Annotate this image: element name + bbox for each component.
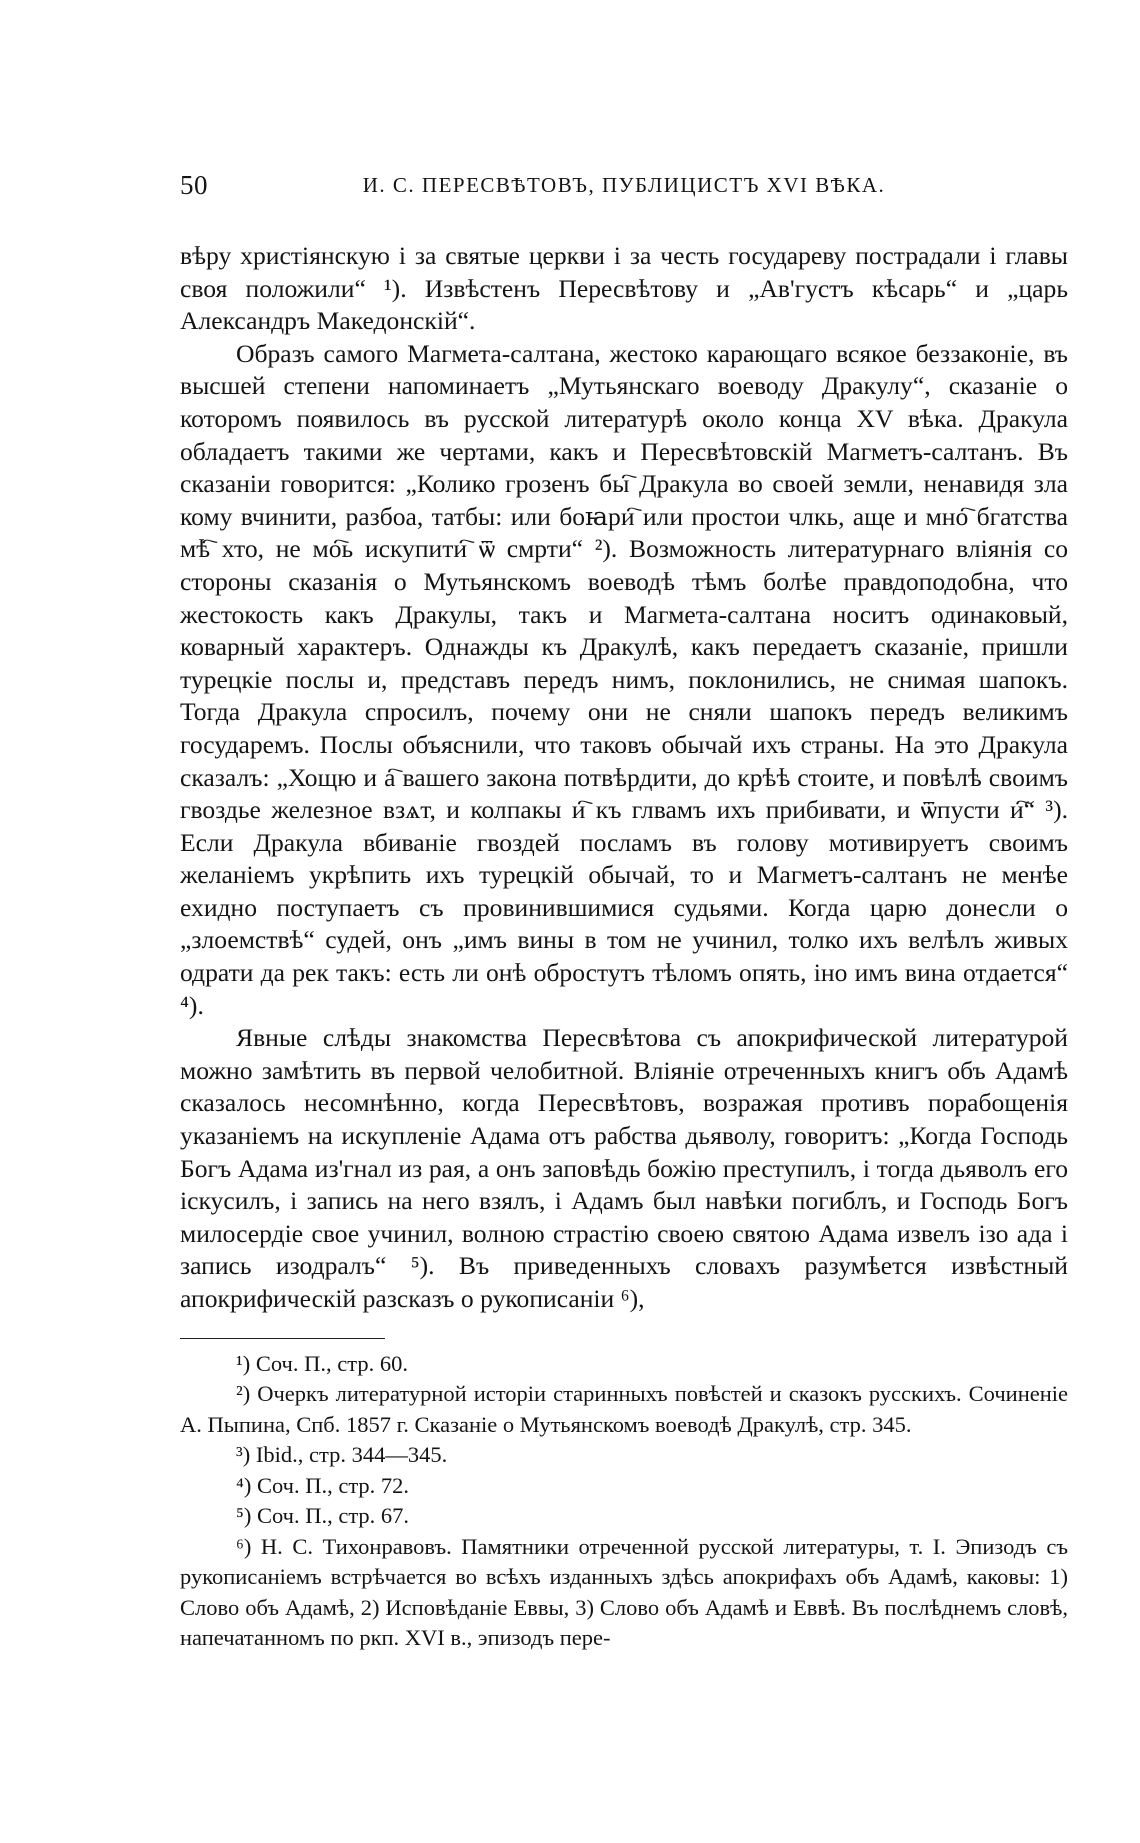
paragraph-apocrypha: Явные слѣды знакомства Пересвѣтова съ апокрифической литературой можно замѣтить въ первой челобитной. Вліяніе отреченныхъ книгъ объ Адамѣ сказалось несомнѣнно, когда Пересвѣтовъ, возражая противъ порабощенія указаніемъ на искупленіе Адама отъ рабства дьяволу, говоритъ: „Когда Господь Богъ Адама из'гнал из рая, а онъ заповѣдь божію преступилъ, і тогда дьяволъ его іскусилъ, і запись на него взялъ, і Адамъ был навѣки погиблъ, и Господь Богъ милосердіе свое учинил, волною страстію своею святою Адама извелъ ізо ада і запись изодралъ“ ⁵). Въ приведенныхъ словахъ разумѣется извѣстный апокрифическій разсказъ о рукописаніи ⁶),: [180, 1023, 1068, 1313]
main-text: [180, 240, 1068, 1316]
footnote-3: ³) Ibid., стр. 344—345.: [236, 1442, 448, 1468]
footnote-4: ⁴) Соч. П., стр. 72.: [236, 1472, 410, 1498]
footnote-2: ²) Очеркъ литературной исторіи старинныхъ повѣстей и сказокъ русскихъ. Сочиненіе А. Пыпина, Спб. 1857 г. Сказаніе о Мутьянскомъ воеводѣ Дракулѣ, стр. 345.: [180, 1381, 1068, 1437]
footnote-6: ⁶) Н. С. Тихонравовъ. Памятники отреченной русской литературы, т. I. Эпизодъ съ рукописаніемъ встрѣчается во всѣхъ изданныхъ здѣсь апокрифахъ объ Адамѣ, каковы: 1) Слово объ Адамѣ, 2) Исповѣданіе Еввы, 3) Слово объ Адамѣ и Еввѣ. Въ послѣднемъ словѣ, напечатанномъ по ркп. XVI в., эпизодъ пере-: [180, 1533, 1068, 1651]
paragraph-dracula: Образъ самого Магмета-салтана, жестоко карающаго всякое беззаконіе, въ высшей степени напоминаетъ „Мутьянскаго воеводу Дракулу“, сказаніе о которомъ появилось въ русской литературѣ около конца XV вѣка. Дракула обладаетъ такими же чертами, какъ и Пересвѣтовскій Магметъ-салтанъ. Въ сказаніи говорится: „Колико грозенъ бы҇ Дракула во своей земли, ненавидя зла кому вчинити, разбоа, татбы: или боꙗри҇ или простои члкь, аще и мно҇ бгатства мѣ҇ хто, не мо҇ь искупити҇ ѿ смрти“ ²). Возможность литературнаго вліянія со стороны сказанія о Мутьянскомъ воеводѣ тѣмъ болѣе правдоподобна, что жестокость какъ Дракулы, такъ и Магмета-салтана носитъ одинаковый, коварный характеръ. Однажды къ Дракулѣ, какъ передаетъ сказаніе, пришли турецкіе послы и, представъ передъ нимъ, поклонились, не снимая шапокъ. Тогда Дракула спросилъ, почему они не сняли шапокъ передъ великимъ государемъ. Послы объяснили, что таковъ обычай ихъ страны. На это Дракула сказалъ: „Хощю и а҇ вашего закона потвѣрдити, до крѣѣ стоите, и повѣлѣ своимъ гвоздье железное взѧт, и колпакы и҇ къ глвамъ ихъ прибивати, и ѿпусти и҇“ ³). Если Дракула вбиваніе гвоздей посламъ въ голову мотивируетъ своимъ желаніемъ укрѣпить ихъ турецкій обычай, то и Магметъ-салтанъ не менѣе ехидно поступаетъ съ провинившимися судьями. Когда царю донесли о „злоемствѣ“ судей, онъ „имъ вины в том не учинил, толко ихъ велѣлъ живых одрати да рек такъ: есть ли онѣ обростутъ тѣломъ опять, іно имъ вина отдается“ ⁴).: [180, 338, 1068, 1020]
running-head: [180, 170, 1068, 204]
footnote-1: ¹) Соч. П., стр. 60.: [236, 1350, 408, 1376]
paragraph-continuation: вѣру христіянскую і за святые церкви і за честь государеву пострадали і главы своя положили“ ¹). Извѣстенъ Пересвѣтову и „Ав'густъ кѣсарь“ и „царь Александръ Македонскій“.: [180, 241, 1068, 336]
book-page: [180, 170, 1068, 1654]
footnote-divider: [180, 1338, 385, 1339]
running-title: И. С. ПЕРЕСВѢТОВЪ, ПУБЛИЦИСТЪ XVI ВѢКА.: [362, 173, 886, 197]
footnote-5: ⁵) Соч. П., стр. 67.: [236, 1503, 410, 1529]
footnotes: [180, 1349, 1068, 1654]
page-number: 50: [180, 170, 208, 200]
